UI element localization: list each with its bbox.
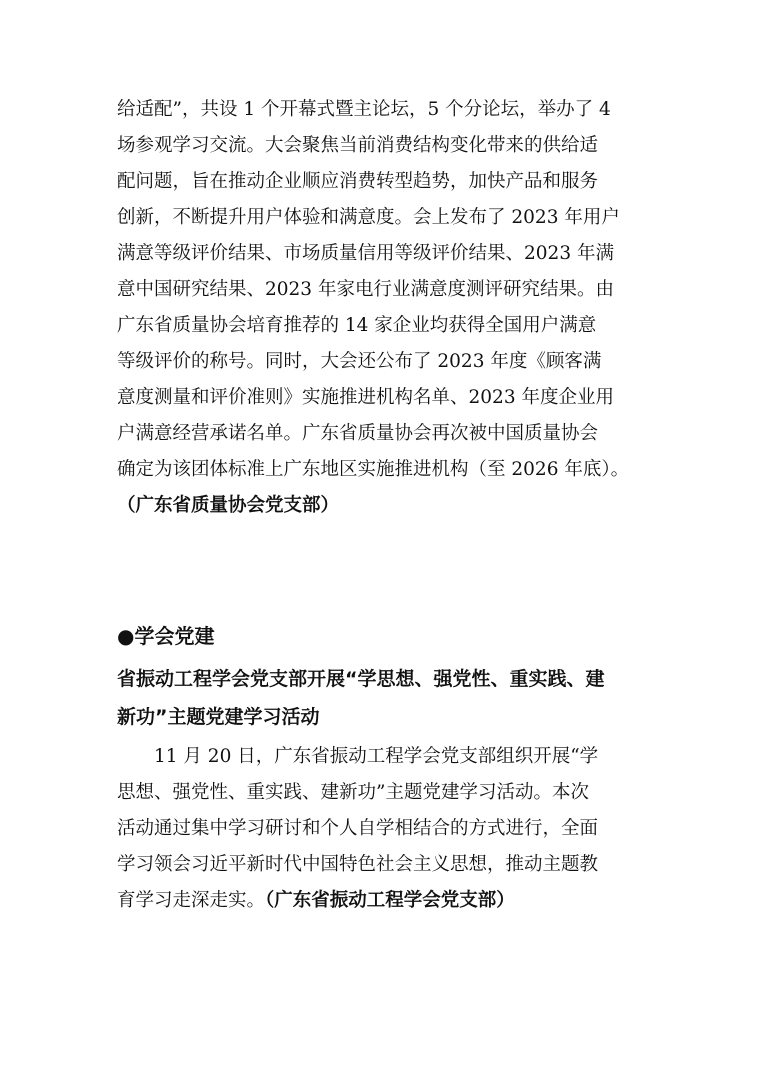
paragraph-line: 广东省质量协会培育推荐的 14 家企业均获得全国用户满意 (117, 315, 597, 336)
paragraph-line: 确定为该团体标准上广东地区实施推进机构（至 2026 年底）。 (117, 459, 630, 480)
paragraph-line: 给适配”，共设 1 个开幕式暨主论坛，5 个分论坛，举办了 4 (117, 99, 611, 120)
paragraph-line: 学习领会习近平新时代中国特色社会主义思想，推动主题教 (117, 854, 599, 875)
paragraph-quality-association (117, 92, 663, 524)
paragraph-line-text: 育学习走深走实。 (117, 890, 266, 911)
paragraph-line: 户满意经营承诺名单。广东省质量协会再次被中国质量协会 (117, 423, 599, 444)
article-title-line-1: 省振动工程学会党支部开展“学思想、强党性、重实践、建 (117, 668, 605, 690)
paragraph-line (117, 883, 663, 919)
source-signature: （广东省质量协会党支部） (117, 495, 340, 516)
paragraph-line: 意度测量和评价准则》实施推进机构名单、2023 年度企业用 (117, 387, 614, 408)
paragraph-line: 配问题，旨在推动企业顺应消费转型趋势，加快产品和服务 (117, 171, 599, 192)
paragraph-line: 满意等级评价结果、市场质量信用等级评价结果、2023 年满 (117, 243, 614, 264)
paragraph-line: 创新，不断提升用户体验和满意度。会上发布了 2023 年用户 (117, 207, 620, 228)
paragraph-line: 场参观学习交流。大会聚焦当前消费结构变化带来的供给适 (117, 135, 599, 156)
paragraph-vibration-society (117, 739, 663, 919)
paragraph-line: 11 月 20 日，广东省振动工程学会党支部组织开展“学 (117, 746, 599, 767)
section-heading: ●学会党建 (117, 624, 215, 648)
paragraph-line: 活动通过集中学习研讨和个人自学相结合的方式进行，全面 (117, 818, 599, 839)
article-title-line-2: 新功”主题党建学习活动 (117, 706, 320, 728)
paragraph-line: 意中国研究结果、2023 年家电行业满意度测评研究结果。由 (117, 279, 614, 300)
paragraph-line: 等级评价的称号。同时，大会还公布了 2023 年度《顾客满 (117, 351, 602, 372)
paragraph-line: 思想、强党性、重实践、建新功”主题党建学习活动。本次 (117, 782, 589, 803)
source-signature: （广东省振动工程学会党支部） (265, 890, 515, 911)
